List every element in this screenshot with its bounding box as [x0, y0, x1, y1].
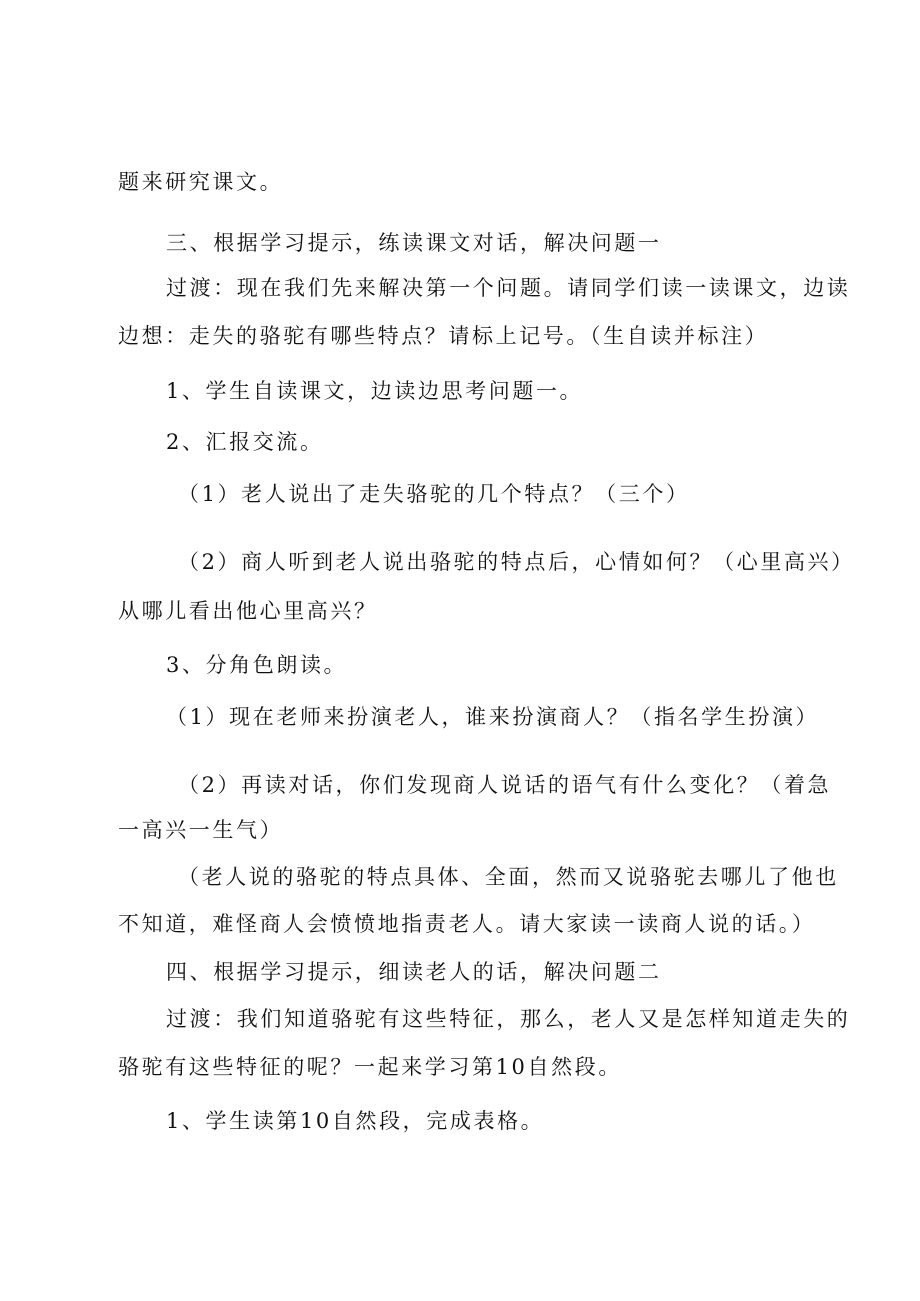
text-line: 从哪儿看出他心里高兴？: [118, 599, 378, 623]
note-line: （老人说的骆驼的特点具体、全面，然而又说骆驼去哪儿了他也: [178, 865, 839, 889]
text-line: 边想：走失的骆驼有哪些特点？请标上记号。（生自读并标注）: [118, 324, 769, 348]
list-item: 1、学生自读课文，边读边思考问题一。: [166, 379, 584, 403]
text-line: 题来研究课文。: [118, 170, 284, 194]
note-line: 不知道，难怪商人会愤愤地指责老人。请大家读一读商人说的话。）: [118, 912, 816, 936]
text-line: 一高兴一生气）: [118, 818, 284, 842]
text-line: 骆驼有这些特征的呢？一起来学习第10自然段。: [118, 1055, 622, 1079]
sub-list-item: （2）商人听到老人说出骆驼的特点后，心情如何？（心里高兴）: [178, 550, 855, 574]
list-item: 1、学生读第10自然段，完成表格。: [166, 1109, 545, 1133]
text-line: 过渡：现在我们先来解决第一个问题。请同学们读一读课文，边读: [166, 276, 851, 300]
sub-list-item: （1）现在老师来扮演老人，谁来扮演商人？（指名学生扮演）: [166, 705, 820, 729]
text-line: 过渡：我们知道骆驼有这些特征，那么，老人又是怎样知道走失的: [166, 1007, 851, 1031]
section-heading: 四、根据学习提示，细读老人的话，解决问题二: [166, 960, 662, 984]
list-item: 3、分角色朗读。: [166, 653, 348, 677]
list-item: 2、汇报交流。: [166, 430, 324, 454]
sub-list-item: （1）老人说出了走失骆驼的几个特点？（三个）: [178, 482, 690, 506]
section-heading: 三、根据学习提示，练读课文对话，解决问题一: [166, 231, 662, 255]
sub-list-item: （2）再读对话，你们发现商人说话的语气有什么变化？（着急: [178, 773, 832, 797]
